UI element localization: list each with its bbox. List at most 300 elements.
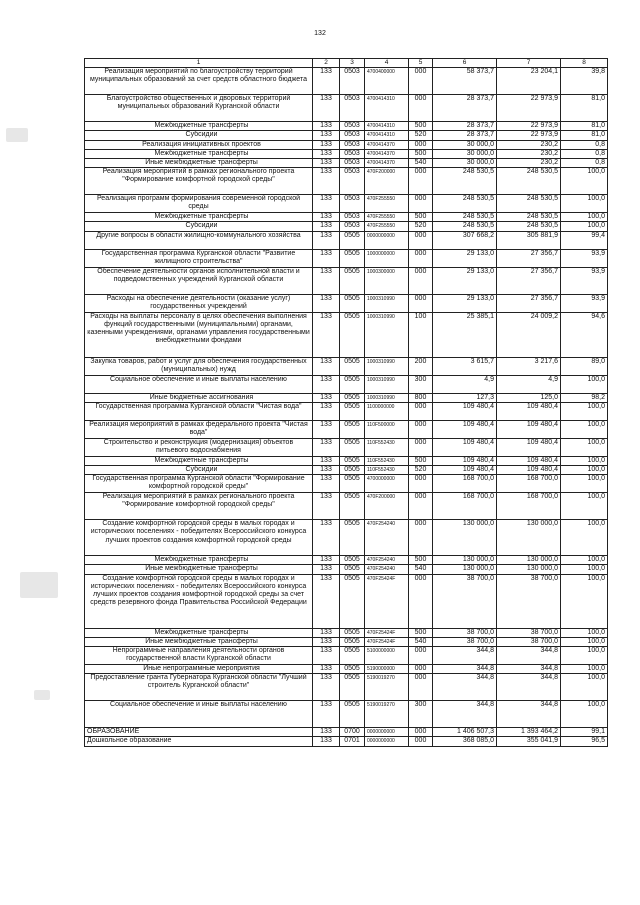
row-expense-type-cell: 000 [409,95,433,122]
row-section-cell: 0505 [340,231,365,249]
table-row [85,357,608,375]
row-target-code-cell: 5190019270 [365,674,409,701]
row-plan-cell: 38 700,0 [433,628,497,637]
row-name-cell: Государственная программа Курганской области "Формирование комфортной городской среды" [85,475,313,493]
row-plan-cell: 344,8 [433,674,497,701]
row-fact-cell: 109 480,4 [497,456,561,465]
row-section-cell: 0505 [340,466,365,475]
row-target-code-cell: 1000310990 [365,393,409,402]
row-section-cell: 0505 [340,520,365,556]
row-plan-cell: 4,9 [433,375,497,393]
budget-table [84,58,608,747]
row-ved-cell: 133 [313,420,340,438]
row-target-code-cell: 5190000000 [365,665,409,674]
row-fact-cell: 109 480,4 [497,438,561,456]
row-percent-cell: 93,9 [561,267,608,294]
row-section-cell: 0505 [340,420,365,438]
row-expense-type-cell: 300 [409,375,433,393]
row-section-cell: 0503 [340,222,365,231]
row-ved-cell: 133 [313,131,340,140]
row-section-cell: 0503 [340,213,365,222]
row-plan-cell: 25 385,1 [433,312,497,357]
row-name-cell: Государственная программа Курганской области "Развитие жилищного строительства" [85,249,313,267]
row-expense-type-cell: 000 [409,420,433,438]
row-fact-cell: 130 000,0 [497,565,561,574]
row-name-cell: Непрограммные направления деятельности органов государственной власти Курганской области [85,647,313,665]
row-fact-cell: 3 217,6 [497,357,561,375]
table-row [85,231,608,249]
row-ved-cell: 133 [313,357,340,375]
row-ved-cell: 133 [313,122,340,131]
row-section-cell: 0505 [340,249,365,267]
row-name-cell: Субсидии [85,131,313,140]
row-percent-cell: 100,0 [561,213,608,222]
row-fact-cell: 130 000,0 [497,520,561,556]
row-percent-cell: 100,0 [561,520,608,556]
row-ved-cell: 133 [313,466,340,475]
row-fact-cell: 27 356,7 [497,267,561,294]
row-expense-type-cell: 000 [409,294,433,312]
row-ved-cell: 133 [313,402,340,420]
row-ved-cell: 133 [313,168,340,195]
table-row [85,647,608,665]
row-name-cell: Расходы на обеспечение деятельности (оказание услуг) государственных учреждений [85,294,313,312]
table-row [85,149,608,158]
row-section-cell: 0503 [340,149,365,158]
row-ved-cell: 133 [313,312,340,357]
row-ved-cell: 133 [313,375,340,393]
row-target-code-cell: 110F552430 [365,456,409,465]
column-header: 7 [497,59,561,68]
row-fact-cell: 109 480,4 [497,402,561,420]
row-name-cell: Реализация мероприятий в рамках регионального проекта "Формирование комфортной городской среды" [85,168,313,195]
table-row [85,122,608,131]
scan-speck [34,690,50,700]
row-fact-cell: 4,9 [497,375,561,393]
row-percent-cell: 81,0 [561,122,608,131]
row-fact-cell: 125,0 [497,393,561,402]
row-ved-cell: 133 [313,95,340,122]
row-name-cell: Расходы на выплаты персоналу в целях обеспечения выполнения функций государственными (муниципальными) органами, казенными учреждениями, органами управления государственными внебюджетными фондами [85,312,313,357]
row-fact-cell: 344,8 [497,674,561,701]
row-ved-cell: 133 [313,267,340,294]
row-name-cell: Иные межбюджетные трансферты [85,159,313,168]
row-target-code-cell: 470F25424F [365,628,409,637]
row-fact-cell: 24 009,2 [497,312,561,357]
row-section-cell: 0503 [340,122,365,131]
row-fact-cell: 230,2 [497,149,561,158]
row-name-cell: Реализация мероприятий в рамках федерального проекта "Чистая вода" [85,420,313,438]
row-expense-type-cell: 000 [409,737,433,746]
row-expense-type-cell: 500 [409,149,433,158]
row-target-code-cell: 4700414310 [365,131,409,140]
row-expense-type-cell: 000 [409,231,433,249]
row-percent-cell: 100,0 [561,565,608,574]
row-plan-cell: 30 000,0 [433,140,497,149]
row-target-code-cell: 1000000000 [365,249,409,267]
row-ved-cell: 133 [313,628,340,637]
row-percent-cell: 100,0 [561,222,608,231]
table-header-row [85,59,608,68]
row-section-cell: 0505 [340,312,365,357]
row-percent-cell: 89,0 [561,357,608,375]
row-fact-cell: 130 000,0 [497,556,561,565]
row-percent-cell: 100,0 [561,674,608,701]
row-percent-cell: 0,8 [561,149,608,158]
column-header: 6 [433,59,497,68]
row-ved-cell: 133 [313,294,340,312]
table-row [85,728,608,737]
row-plan-cell: 109 480,4 [433,402,497,420]
row-name-cell: Иные бюджетные ассигнования [85,393,313,402]
row-ved-cell: 133 [313,438,340,456]
row-target-code-cell: 1000310990 [365,375,409,393]
row-expense-type-cell: 520 [409,131,433,140]
table-row [85,628,608,637]
row-fact-cell: 230,2 [497,159,561,168]
table-row [85,701,608,728]
row-name-cell: Межбюджетные трансферты [85,213,313,222]
row-target-code-cell: 470F255550 [365,195,409,213]
row-percent-cell: 100,0 [561,195,608,213]
row-section-cell: 0505 [340,267,365,294]
row-fact-cell: 230,2 [497,140,561,149]
row-ved-cell: 133 [313,520,340,556]
row-name-cell: Реализация мероприятий по благоустройству территорий муниципальных образований за счет средств областного бюджета [85,68,313,95]
row-section-cell: 0505 [340,628,365,637]
row-name-cell: Государственная программа Курганской области "Чистая вода" [85,402,313,420]
row-percent-cell: 100,0 [561,375,608,393]
row-target-code-cell: 4700414310 [365,95,409,122]
row-ved-cell: 133 [313,249,340,267]
row-target-code-cell: 110F552430 [365,438,409,456]
row-section-cell: 0505 [340,375,365,393]
row-plan-cell: 168 700,0 [433,475,497,493]
row-name-cell: Предоставление гранта Губернатора Курганской области "Лучший строитель Курганской области" [85,674,313,701]
row-target-code-cell: 470F25424F [365,574,409,628]
row-expense-type-cell: 000 [409,267,433,294]
row-percent-cell: 99,4 [561,231,608,249]
row-fact-cell: 38 700,0 [497,637,561,646]
row-plan-cell: 344,8 [433,647,497,665]
row-target-code-cell: 110F500000 [365,420,409,438]
row-plan-cell: 38 700,0 [433,637,497,646]
row-section-cell: 0505 [340,438,365,456]
table-row [85,213,608,222]
row-target-code-cell: 1100000000 [365,402,409,420]
row-fact-cell: 1 393 464,2 [497,728,561,737]
row-plan-cell: 28 373,7 [433,95,497,122]
row-section-cell: 0503 [340,195,365,213]
row-fact-cell: 38 700,0 [497,628,561,637]
row-plan-cell: 58 373,7 [433,68,497,95]
row-fact-cell: 168 700,0 [497,493,561,520]
row-percent-cell: 100,0 [561,665,608,674]
row-plan-cell: 109 480,4 [433,456,497,465]
row-expense-type-cell: 520 [409,466,433,475]
row-plan-cell: 248 530,5 [433,213,497,222]
row-expense-type-cell: 000 [409,647,433,665]
row-plan-cell: 130 000,0 [433,565,497,574]
row-plan-cell: 109 480,4 [433,420,497,438]
row-plan-cell: 30 000,0 [433,149,497,158]
row-section-cell: 0505 [340,565,365,574]
column-header: 3 [340,59,365,68]
row-plan-cell: 28 373,7 [433,122,497,131]
row-plan-cell: 127,3 [433,393,497,402]
row-ved-cell: 133 [313,574,340,628]
row-target-code-cell: 5100000000 [365,647,409,665]
row-name-cell: Иные межбюджетные трансферты [85,637,313,646]
row-percent-cell: 100,0 [561,493,608,520]
column-header: 4 [365,59,409,68]
row-name-cell: Межбюджетные трансферты [85,122,313,131]
table-row [85,393,608,402]
row-plan-cell: 130 000,0 [433,520,497,556]
row-percent-cell: 100,0 [561,402,608,420]
row-expense-type-cell: 500 [409,122,433,131]
row-section-cell: 0505 [340,637,365,646]
column-header: 8 [561,59,608,68]
row-target-code-cell: 4700400000 [365,68,409,95]
row-plan-cell: 29 133,0 [433,294,497,312]
row-expense-type-cell: 500 [409,628,433,637]
row-target-code-cell: 470F254240 [365,565,409,574]
scan-speck [20,572,58,598]
row-expense-type-cell: 540 [409,159,433,168]
table-row [85,438,608,456]
row-percent-cell: 81,0 [561,95,608,122]
row-target-code-cell: 4700414370 [365,140,409,149]
row-expense-type-cell: 100 [409,312,433,357]
table-row [85,493,608,520]
row-target-code-cell: 4700414310 [365,122,409,131]
row-expense-type-cell: 500 [409,556,433,565]
row-name-cell: Создание комфортной городской среды в малых городах и исторических поселениях - победителях Всероссийского конкурса лучших проектов создания комфортной городской среды за счет средств резервного фонда Правительства Российской Федерации [85,574,313,628]
table-row [85,466,608,475]
row-fact-cell: 305 881,9 [497,231,561,249]
row-expense-type-cell: 000 [409,493,433,520]
row-fact-cell: 248 530,5 [497,222,561,231]
row-target-code-cell: 4700414370 [365,149,409,158]
row-name-cell: Иные непрограммные мероприятия [85,665,313,674]
row-percent-cell: 100,0 [561,647,608,665]
row-name-cell: Другие вопросы в области жилищно-коммунального хозяйства [85,231,313,249]
row-plan-cell: 29 133,0 [433,267,497,294]
row-target-code-cell: 5190019270 [365,701,409,728]
row-plan-cell: 248 530,5 [433,195,497,213]
row-fact-cell: 22 973,9 [497,122,561,131]
row-ved-cell: 133 [313,674,340,701]
column-header: 2 [313,59,340,68]
row-name-cell: Благоустройство общественных и дворовых территорий муниципальных образований Курганской области [85,95,313,122]
row-name-cell: Межбюджетные трансферты [85,556,313,565]
row-name-cell: Дошкольное образование [85,737,313,746]
row-ved-cell: 133 [313,701,340,728]
row-ved-cell: 133 [313,637,340,646]
row-section-cell: 0505 [340,456,365,465]
row-name-cell: Закупка товаров, работ и услуг для обеспечения государственных (муниципальных) нужд [85,357,313,375]
row-fact-cell: 355 041,9 [497,737,561,746]
row-expense-type-cell: 540 [409,637,433,646]
row-expense-type-cell: 000 [409,168,433,195]
row-plan-cell: 368 085,0 [433,737,497,746]
column-header: 1 [85,59,313,68]
row-percent-cell: 100,0 [561,438,608,456]
table-row [85,131,608,140]
table-row [85,375,608,393]
row-percent-cell: 93,9 [561,294,608,312]
row-section-cell: 0503 [340,68,365,95]
table-row [85,68,608,95]
row-expense-type-cell: 800 [409,393,433,402]
row-expense-type-cell: 000 [409,140,433,149]
row-fact-cell: 248 530,5 [497,213,561,222]
row-ved-cell: 133 [313,213,340,222]
row-percent-cell: 0,8 [561,159,608,168]
row-name-cell: Строительство и реконструкция (модернизация) объектов питьевого водоснабжения [85,438,313,456]
table-row [85,565,608,574]
row-section-cell: 0700 [340,728,365,737]
table-row [85,95,608,122]
row-ved-cell: 133 [313,556,340,565]
row-ved-cell: 133 [313,493,340,520]
row-ved-cell: 133 [313,231,340,249]
row-target-code-cell: 4700414370 [365,159,409,168]
row-plan-cell: 28 373,7 [433,131,497,140]
row-name-cell: Субсидии [85,222,313,231]
row-fact-cell: 27 356,7 [497,294,561,312]
row-plan-cell: 29 133,0 [433,249,497,267]
row-target-code-cell: 4700000000 [365,475,409,493]
row-name-cell: Межбюджетные трансферты [85,628,313,637]
row-section-cell: 0505 [340,574,365,628]
row-fact-cell: 109 480,4 [497,420,561,438]
row-plan-cell: 168 700,0 [433,493,497,520]
row-expense-type-cell: 200 [409,357,433,375]
column-header: 5 [409,59,433,68]
row-section-cell: 0503 [340,140,365,149]
row-expense-type-cell: 000 [409,674,433,701]
table-row [85,665,608,674]
row-ved-cell: 133 [313,159,340,168]
row-name-cell: Межбюджетные трансферты [85,149,313,158]
row-name-cell: Создание комфортной городской среды в малых городах и исторических поселениях - победителях Всероссийского конкурса лучших проектов создания комфортной городской среды [85,520,313,556]
scan-speck [6,128,28,142]
row-ved-cell: 133 [313,456,340,465]
row-target-code-cell: 0000000000 [365,231,409,249]
row-target-code-cell: 1000310990 [365,312,409,357]
row-percent-cell: 100,0 [561,466,608,475]
table-row [85,294,608,312]
row-plan-cell: 109 480,4 [433,466,497,475]
row-fact-cell: 344,8 [497,701,561,728]
row-plan-cell: 1 406 507,3 [433,728,497,737]
row-percent-cell: 39,8 [561,68,608,95]
row-percent-cell: 100,0 [561,637,608,646]
table-row [85,420,608,438]
row-expense-type-cell: 000 [409,195,433,213]
row-target-code-cell: 470F254240 [365,556,409,565]
row-section-cell: 0505 [340,556,365,565]
row-ved-cell: 133 [313,737,340,746]
row-fact-cell: 344,8 [497,665,561,674]
row-section-cell: 0505 [340,294,365,312]
table-row [85,267,608,294]
row-percent-cell: 98,2 [561,393,608,402]
row-section-cell: 0505 [340,665,365,674]
table-row [85,674,608,701]
row-expense-type-cell: 000 [409,574,433,628]
table-row [85,312,608,357]
table-row [85,520,608,556]
row-percent-cell: 81,0 [561,131,608,140]
row-target-code-cell: 110F552430 [365,466,409,475]
row-fact-cell: 248 530,5 [497,168,561,195]
row-percent-cell: 100,0 [561,475,608,493]
row-section-cell: 0505 [340,493,365,520]
row-plan-cell: 130 000,0 [433,556,497,565]
row-target-code-cell: 0000000000 [365,728,409,737]
row-expense-type-cell: 000 [409,438,433,456]
table-row [85,737,608,746]
row-plan-cell: 30 000,0 [433,159,497,168]
row-section-cell: 0503 [340,95,365,122]
row-expense-type-cell: 000 [409,402,433,420]
table-row [85,456,608,465]
row-percent-cell: 0,8 [561,140,608,149]
row-percent-cell: 96,5 [561,737,608,746]
row-plan-cell: 344,8 [433,701,497,728]
row-ved-cell: 133 [313,149,340,158]
row-fact-cell: 109 480,4 [497,466,561,475]
row-name-cell: Субсидии [85,466,313,475]
row-plan-cell: 248 530,5 [433,222,497,231]
table-row [85,249,608,267]
row-section-cell: 0505 [340,357,365,375]
row-target-code-cell: 470F255550 [365,213,409,222]
row-target-code-cell: 470F200000 [365,168,409,195]
row-fact-cell: 168 700,0 [497,475,561,493]
table-row [85,475,608,493]
row-name-cell: Межбюджетные трансферты [85,456,313,465]
row-name-cell: Реализация программ формирования современной городской среды [85,195,313,213]
row-ved-cell: 133 [313,222,340,231]
row-section-cell: 0505 [340,647,365,665]
row-section-cell: 0505 [340,402,365,420]
row-ved-cell: 133 [313,728,340,737]
row-fact-cell: 248 530,5 [497,195,561,213]
row-section-cell: 0503 [340,131,365,140]
row-plan-cell: 109 480,4 [433,438,497,456]
row-name-cell: ОБРАЗОВАНИЕ [85,728,313,737]
row-section-cell: 0503 [340,159,365,168]
row-ved-cell: 133 [313,140,340,149]
row-target-code-cell: 470F200000 [365,493,409,520]
row-target-code-cell: 1000310990 [365,357,409,375]
row-ved-cell: 133 [313,393,340,402]
row-fact-cell: 27 356,7 [497,249,561,267]
row-section-cell: 0505 [340,674,365,701]
row-ved-cell: 133 [313,68,340,95]
table-row [85,222,608,231]
row-target-code-cell: 1000300000 [365,267,409,294]
table-row [85,637,608,646]
row-fact-cell: 38 700,0 [497,574,561,628]
table-row [85,159,608,168]
row-section-cell: 0505 [340,475,365,493]
row-fact-cell: 344,8 [497,647,561,665]
